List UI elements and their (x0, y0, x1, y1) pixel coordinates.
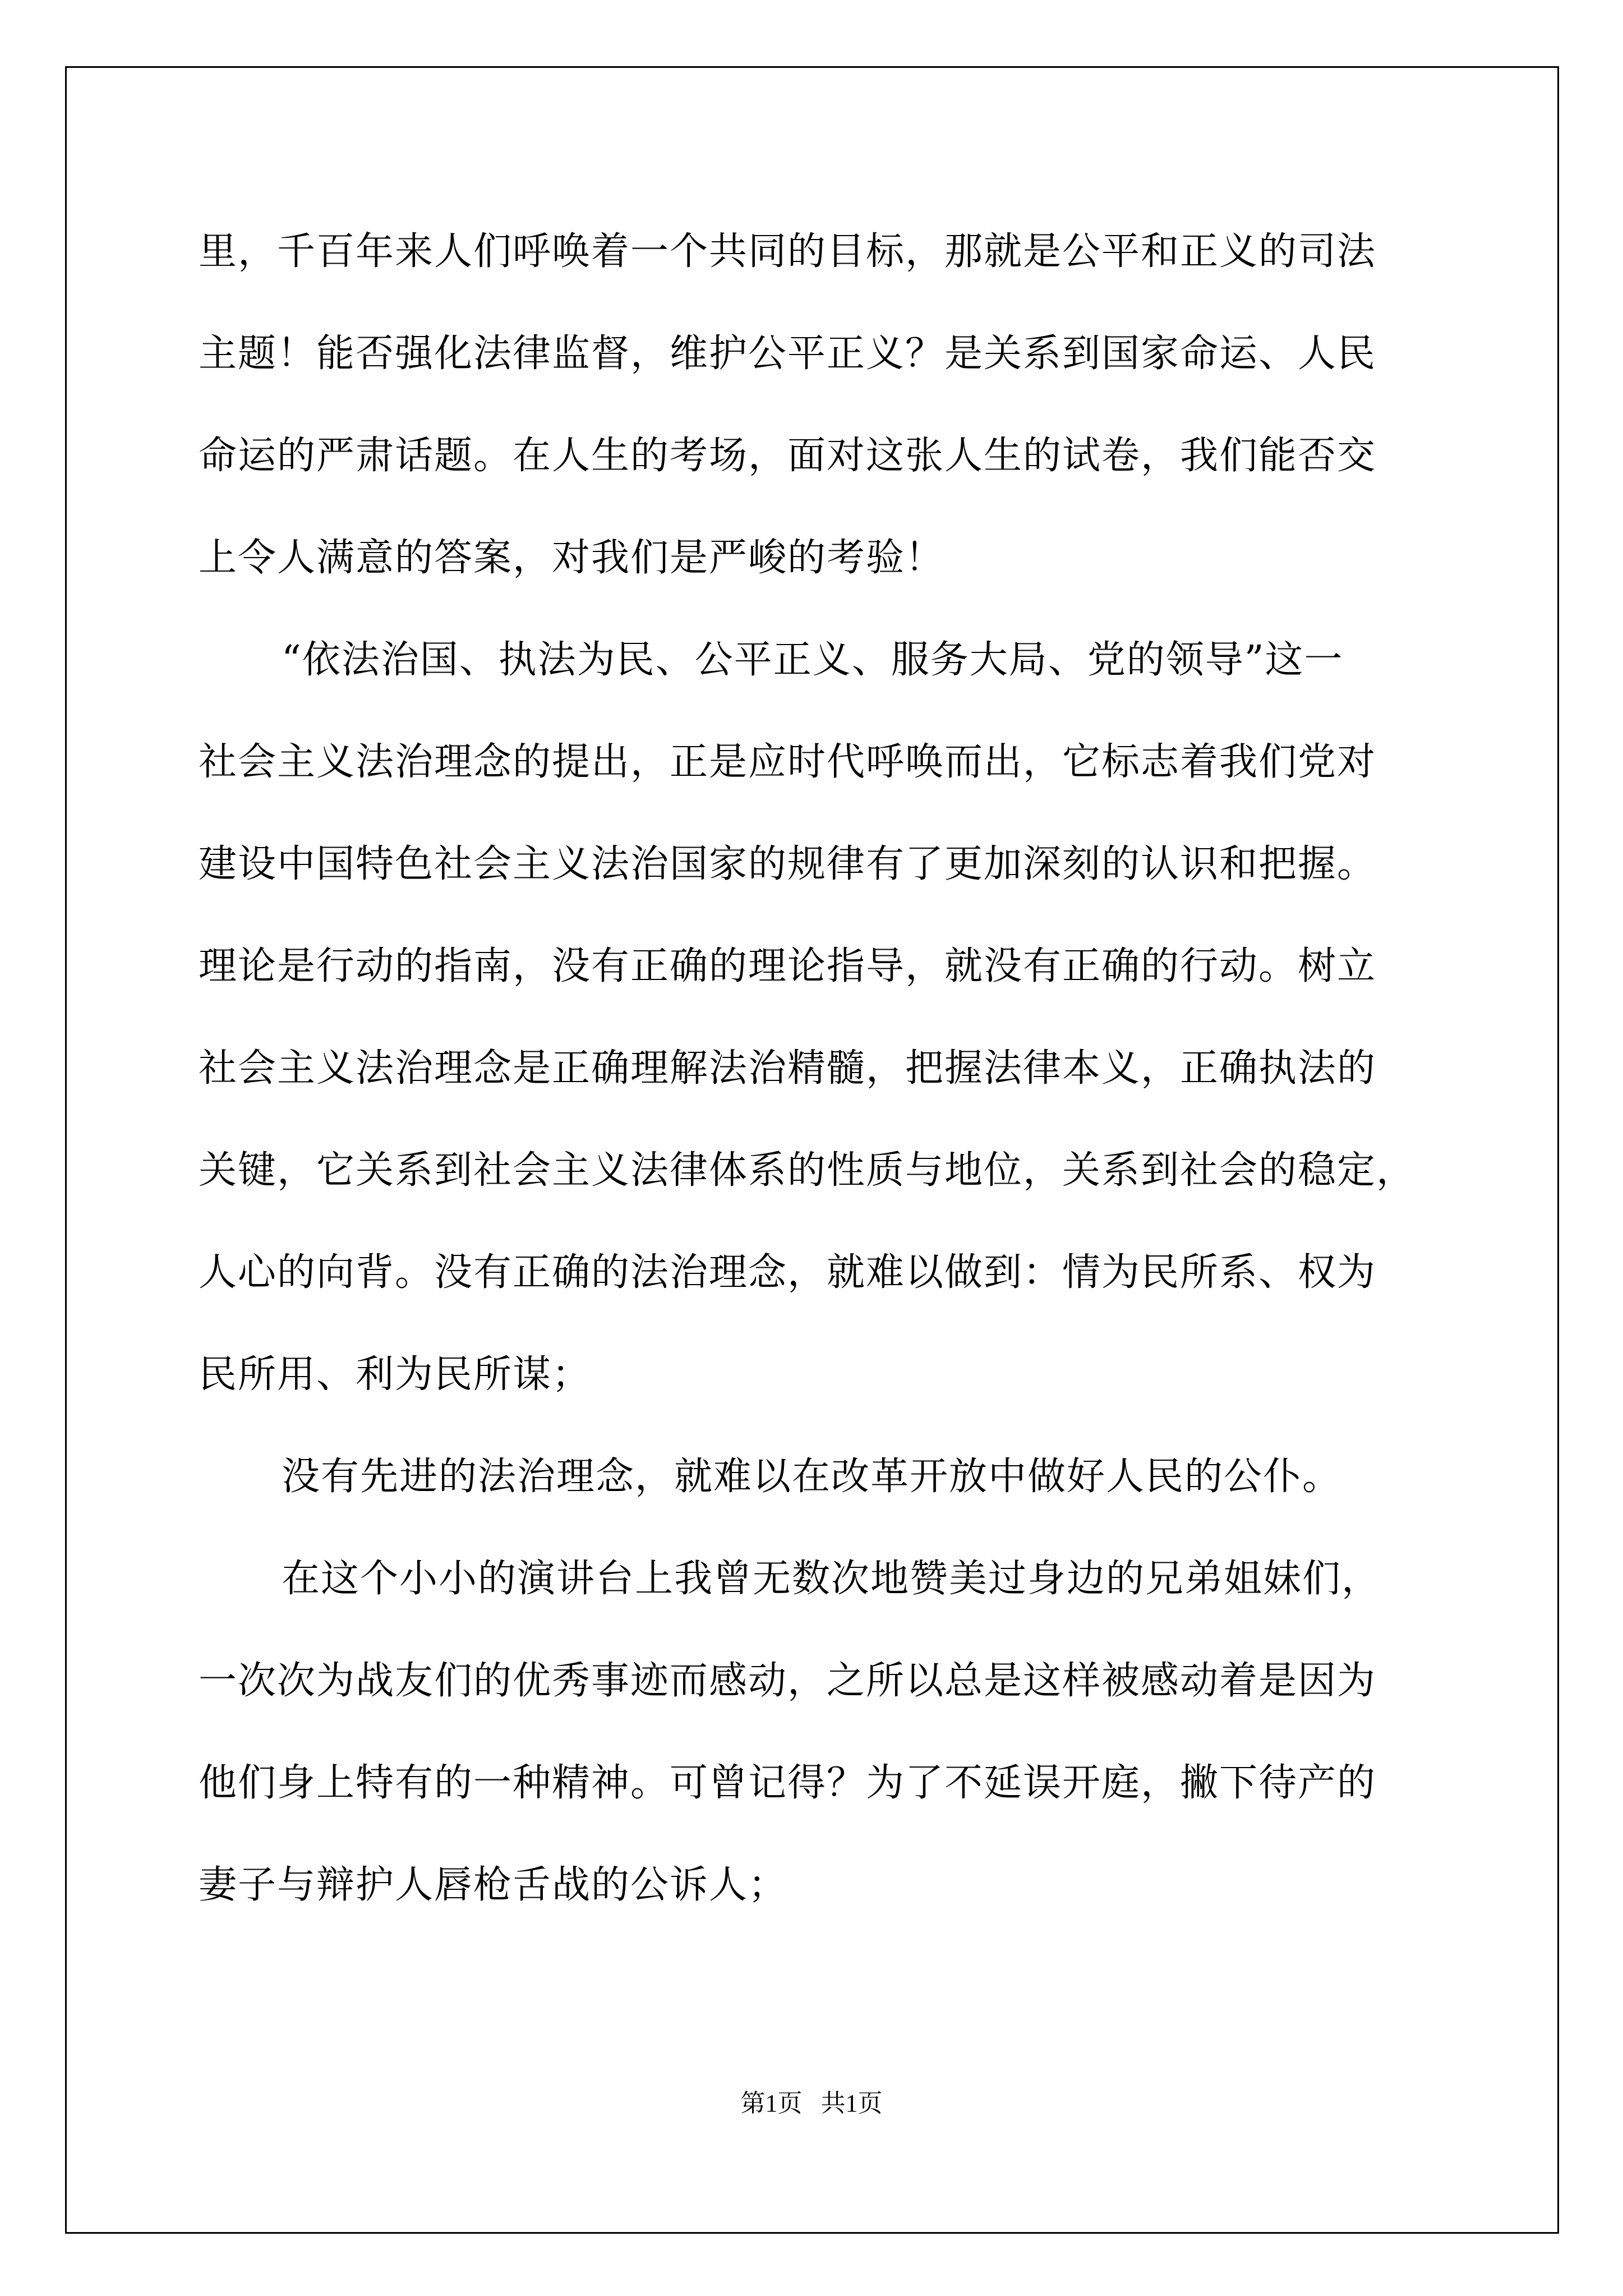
text-line: 社会主义法治理念的提出，正是应时代呼唤而出，它标志着我们党对 (199, 740, 1377, 784)
text-line: 没有先进的法治理念，就难以在改革开放中做好人民的公仆。 (282, 1455, 1342, 1499)
text-line: 社会主义法治理念是正确理解法治精髓，把握法律本义，正确执法的 (199, 1046, 1377, 1091)
text-line: 人心的向背。没有正确的法治理念，就难以做到：情为民所系、权为 (199, 1250, 1377, 1295)
text-line: 里，千百年来人们呼唤着一个共同的目标，那就是公平和正义的司法 (199, 229, 1377, 274)
text-line: 命运的严肃话题。在人生的考场，面对这张人生的试卷，我们能否交 (199, 434, 1377, 478)
text-line: 主题！能否强化法律监督，维护公平正义？是关系到国家命运、人民 (199, 332, 1377, 376)
text-line: 建设中国特色社会主义法治国家的规律有了更加深刻的认识和把握。 (199, 842, 1377, 886)
text-line: 一次次为战友们的优秀事迹而感动，之所以总是这样被感动着是因为 (199, 1659, 1377, 1703)
text-line: 上令人满意的答案，对我们是严峻的考验！ (199, 536, 945, 580)
text-line: 民所用、利为民所谋； (199, 1352, 592, 1397)
text-line: 在这个小小的演讲台上我曾无数次地赞美过身边的兄弟姐妹们， (282, 1557, 1381, 1601)
text-line: 妻子与辩护人唇枪舌战的公诉人； (199, 1863, 788, 1907)
document-body (199, 215, 1427, 1951)
footer-spacer (803, 2090, 821, 2117)
text-line: 理论是行动的指南，没有正确的理论指导，就没有正确的行动。树立 (199, 944, 1377, 988)
text-line: 他们身上特有的一种精神。可曾记得？为了不延误开庭，撇下待产的 (199, 1761, 1377, 1805)
page-total: 共1页 (820, 2090, 883, 2117)
text-line: “依法治国、执法为民、公平正义、服务大局、党的领导”这一 (282, 638, 1344, 682)
page-number: 第1页 (740, 2090, 803, 2117)
text-line: 关键，它关系到社会主义法律体系的性质与地位，关系到社会的稳定， (199, 1148, 1416, 1193)
page-footer (0, 2087, 1623, 2120)
